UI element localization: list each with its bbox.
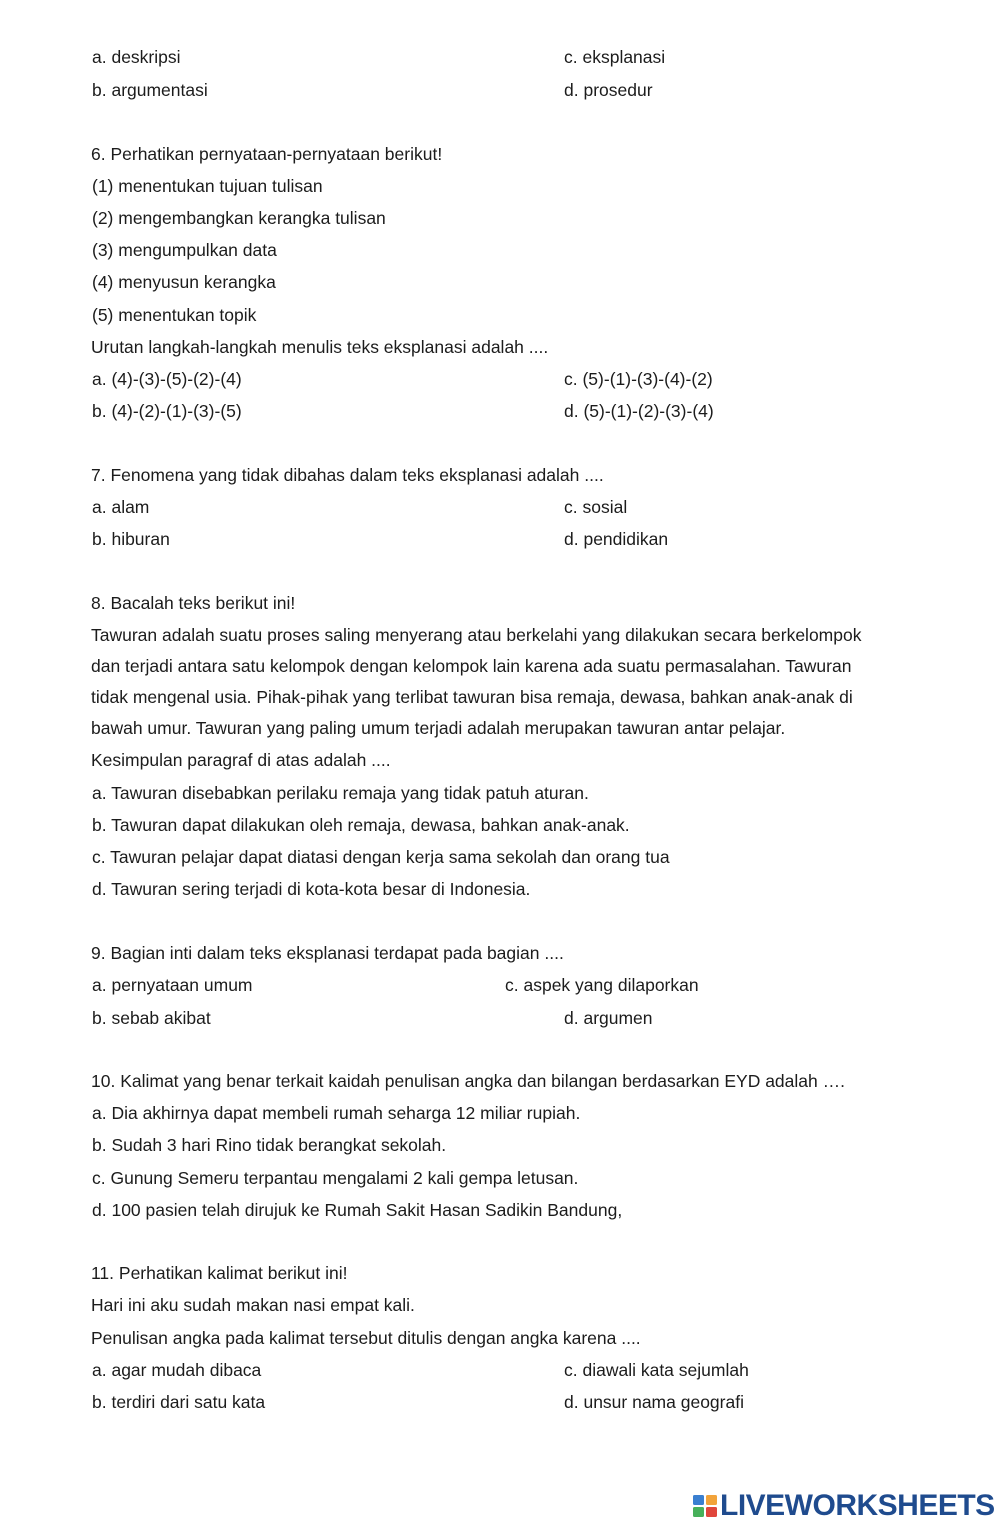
q6-statement-4: (4) menyusun kerangka xyxy=(92,272,276,292)
q8-question: 8. Bacalah teks berikut ini! xyxy=(91,593,296,613)
q11-option-c[interactable]: c. diawali kata sejumlah xyxy=(564,1360,749,1380)
q7-option-d[interactable]: d. pendidikan xyxy=(564,529,669,549)
q5-option-c[interactable]: c. eksplanasi xyxy=(564,47,666,67)
q6-option-c[interactable]: c. (5)-(1)-(3)-(4)-(2) xyxy=(564,369,713,389)
q11-option-b[interactable]: b. terdiri dari satu kata xyxy=(92,1392,266,1412)
q10-option-a[interactable]: a. Dia akhirnya dapat membeli rumah seharga 12 miliar rupiah. xyxy=(92,1103,581,1123)
q9-option-c[interactable]: c. aspek yang dilaporkan xyxy=(505,975,699,995)
q10-option-d[interactable]: d. 100 pasien telah dirujuk ke Rumah Sakit Hasan Sadikin Bandung, xyxy=(92,1200,623,1220)
q5-option-a[interactable]: a. deskripsi xyxy=(92,47,181,67)
liveworksheets-logo-text: LIVEWORKSHEETS xyxy=(720,1489,995,1522)
q8-option-a[interactable]: a. Tawuran disebabkan perilaku remaja yang tidak patuh aturan. xyxy=(92,783,589,803)
q8-option-c[interactable]: c. Tawuran pelajar dapat diatasi dengan kerja sama sekolah dan orang tua xyxy=(92,847,670,867)
q9-question: 9. Bagian inti dalam teks eksplanasi terdapat pada bagian .... xyxy=(91,943,564,963)
q8-passage-line-2: dan terjadi antara satu kelompok dengan kelompok lain karena ada suatu permasalahan. Tawuran xyxy=(91,656,852,676)
q11-question: 11. Perhatikan kalimat berikut ini! xyxy=(91,1263,348,1283)
q6-question: 6. Perhatikan pernyataan-pernyataan berikut! xyxy=(91,144,443,164)
q6-option-a[interactable]: a. (4)-(3)-(5)-(2)-(4) xyxy=(92,369,242,389)
q11-option-d[interactable]: d. unsur nama geografi xyxy=(564,1392,744,1412)
q6-prompt: Urutan langkah-langkah menulis teks eksplanasi adalah .... xyxy=(91,337,549,357)
q10-question: 10. Kalimat yang benar terkait kaidah penulisan angka dan bilangan berdasarkan EYD adalah …. xyxy=(91,1071,845,1091)
q8-option-d[interactable]: d. Tawuran sering terjadi di kota-kota besar di Indonesia. xyxy=(92,879,531,899)
q8-passage-line-1: Tawuran adalah suatu proses saling menyerang atau berkelahi yang dilakukan secara berkelompok xyxy=(91,625,862,645)
q7-question: 7. Fenomena yang tidak dibahas dalam teks eksplanasi adalah .... xyxy=(91,465,604,485)
liveworksheets-logo xyxy=(692,1490,995,1522)
q5-option-b[interactable]: b. argumentasi xyxy=(92,80,208,100)
q6-statement-5: (5) menentukan topik xyxy=(92,305,257,325)
q11-sentence: Hari ini aku sudah makan nasi empat kali. xyxy=(91,1295,415,1315)
q7-option-c[interactable]: c. sosial xyxy=(564,497,628,517)
q7-option-a[interactable]: a. alam xyxy=(92,497,150,517)
q6-option-b[interactable]: b. (4)-(2)-(1)-(3)-(5) xyxy=(92,401,242,421)
q11-option-a[interactable]: a. agar mudah dibaca xyxy=(92,1360,262,1380)
q9-option-d[interactable]: d. argumen xyxy=(564,1008,653,1028)
q9-option-b[interactable]: b. sebab akibat xyxy=(92,1008,211,1028)
q8-option-b[interactable]: b. Tawuran dapat dilakukan oleh remaja, dewasa, bahkan anak-anak. xyxy=(92,815,630,835)
q11-prompt: Penulisan angka pada kalimat tersebut ditulis dengan angka karena .... xyxy=(91,1328,641,1348)
q10-option-c[interactable]: c. Gunung Semeru terpantau mengalami 2 kali gempa letusan. xyxy=(92,1168,579,1188)
q6-statement-2: (2) mengembangkan kerangka tulisan xyxy=(92,208,386,228)
q5-option-d[interactable]: d. prosedur xyxy=(564,80,653,100)
q9-option-a[interactable]: a. pernyataan umum xyxy=(92,975,253,995)
q8-passage-line-3: tidak mengenal usia. Pihak-pihak yang terlibat tawuran bisa remaja, dewasa, bahkan anak-anak di xyxy=(91,687,853,707)
q10-option-b[interactable]: b. Sudah 3 hari Rino tidak berangkat sekolah. xyxy=(92,1135,447,1155)
q6-option-d[interactable]: d. (5)-(1)-(2)-(3)-(4) xyxy=(564,401,714,421)
q6-statement-3: (3) mengumpulkan data xyxy=(92,240,277,260)
q6-statement-1: (1) menentukan tujuan tulisan xyxy=(92,176,323,196)
liveworksheets-logo-icon xyxy=(692,1493,718,1519)
q8-prompt: Kesimpulan paragraf di atas adalah .... xyxy=(91,750,391,770)
q7-option-b[interactable]: b. hiburan xyxy=(92,529,170,549)
q8-passage-line-4: bawah umur. Tawuran yang paling umum terjadi adalah merupakan tawuran antar pelajar. xyxy=(91,718,786,738)
